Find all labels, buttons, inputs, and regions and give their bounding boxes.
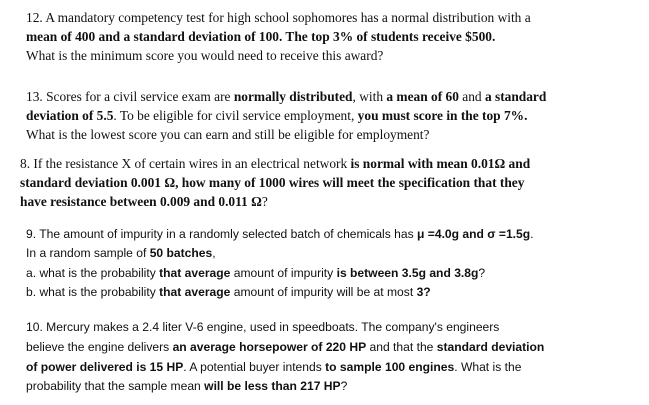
q13-line-3: What is the lowest score you can earn and still be eligible for employment?: [26, 127, 430, 142]
question-8: [20, 154, 530, 211]
q12-line-2: mean of 400 and a standard deviation of 100. The top 3% of students receive $500.: [26, 29, 496, 44]
q10-line-4: probability that the sample mean will be less than 217 HP?: [26, 379, 348, 394]
q9-line-3: a. what is the probability that average amount of impurity is between 3.5g and 3.8g?: [26, 265, 486, 280]
q13-line-2: deviation of 5.5. To be eligible for civil service employment, you must score in the top 7%.: [26, 108, 528, 123]
q10-line-3: of power delivered is 15 HP. A potential buyer intends to sample 100 engines. What is the: [26, 359, 522, 374]
q12-line-1: 12. A mandatory competency test for high school sophomores has a normal distribution with a: [26, 10, 531, 25]
q8-line-1: 8. If the resistance X of certain wires in an electrical network is normal with mean 0.01Ω and: [20, 156, 531, 171]
q8-line-3: have resistance between 0.009 and 0.011 Ω?: [20, 194, 268, 209]
q12-line-3: What is the minimum score you would need to receive this award?: [26, 48, 384, 63]
q9-line-4: b. what is the probability that average amount of impurity will be at most 3?: [26, 285, 431, 300]
q10-line-2: believe the engine delivers an average horsepower of 220 HP and that the standard deviation: [26, 339, 545, 354]
question-12: [26, 8, 531, 65]
question-13: [26, 87, 546, 144]
q13-line-1: 13. Scores for a civil service exam are normally distributed, with a mean of 60 and a standard: [26, 89, 547, 104]
q9-line-2: In a random sample of 50 batches,: [26, 246, 216, 261]
question-9: [26, 225, 534, 303]
question-10: [26, 318, 544, 397]
q9-line-1: 9. The amount of impurity in a randomly selected batch of chemicals has μ =4.0g and σ =1.5g.: [26, 227, 534, 241]
q8-line-2: standard deviation 0.001 Ω, how many of 1000 wires will meet the specification that they: [20, 175, 525, 190]
q10-line-1: 10. Mercury makes a 2.4 liter V-6 engine, used in speedboats. The company's engineers: [26, 320, 500, 334]
